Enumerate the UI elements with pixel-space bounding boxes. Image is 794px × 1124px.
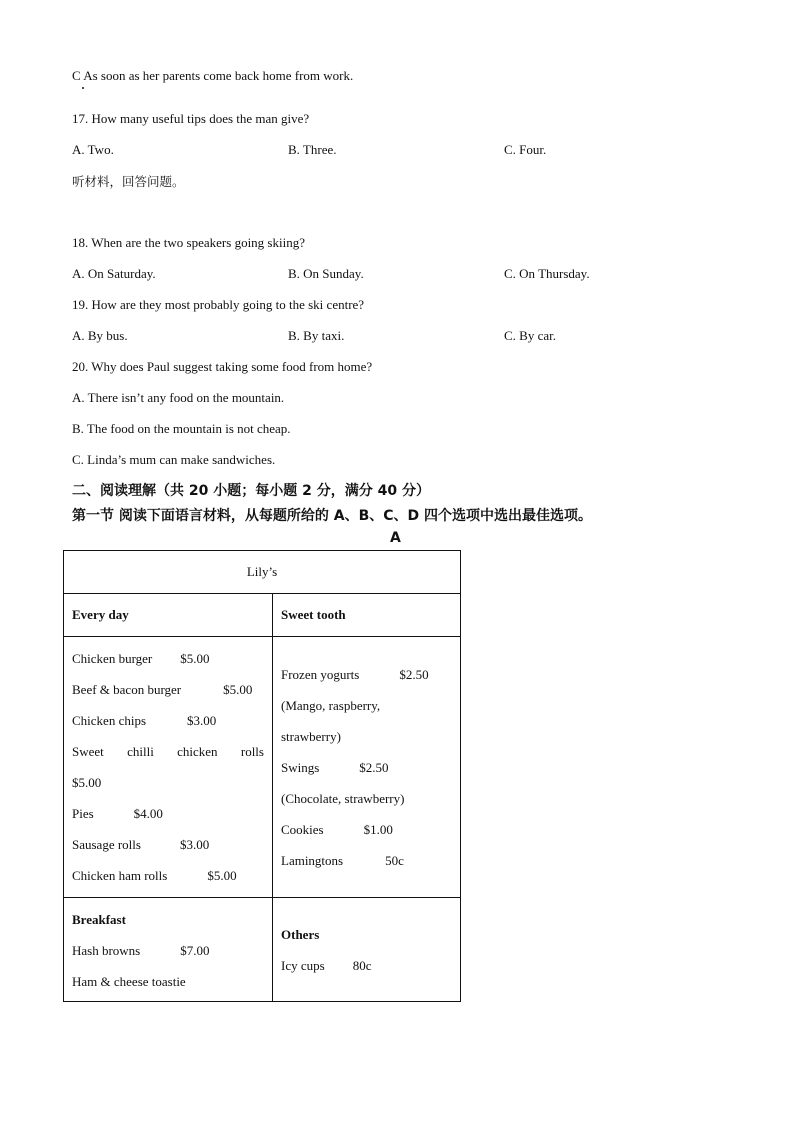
q19-option-b: B. By taxi. (288, 328, 345, 343)
q17-option-b: B. Three. (288, 142, 337, 157)
list-item: Cookies $1.00 (281, 822, 393, 837)
list-item: Swings $2.50 (281, 760, 389, 775)
q18-question: 18. When are the two speakers going skiing? (72, 235, 305, 250)
list-item: Hash browns $7.00 (72, 943, 210, 958)
list-item: Pies $4.00 (72, 806, 163, 821)
q17-option-c: C. Four. (504, 142, 547, 157)
q18-option-a: A. On Saturday. (72, 266, 156, 281)
sweet-tooth-header: Sweet tooth (273, 594, 461, 637)
sweet-tooth-cell (273, 637, 461, 898)
section-heading: 二、阅读理解（共 20 小题；每小题 2 分，满分 40 分） (72, 483, 430, 499)
list-item: Sweet chilli chicken rolls (72, 744, 264, 759)
q20-option-b: B. The food on the mountain is not cheap. (72, 421, 291, 436)
every-day-cell (64, 637, 273, 898)
q17-question: 17. How many useful tips does the man give? (72, 111, 310, 126)
q20-option-a: A. There isn’t any food on the mountain. (72, 390, 285, 405)
part-instruction: 第一节 阅读下面语言材料，从每题所给的 A、B、C、D 四个选项中选出最佳选项。 (72, 508, 593, 524)
list-item-note: (Chocolate, strawberry) (281, 791, 405, 806)
listening-instruction: 听材料，回答问题。 (72, 174, 185, 189)
list-item: Lamingtons 50c (281, 853, 404, 868)
list-item: Frozen yogurts $2.50 (281, 667, 429, 682)
q20-question: 20. Why does Paul suggest taking some food from home? (72, 359, 373, 374)
breakfast-cell (64, 898, 273, 1002)
list-item: Beef & bacon burger $5.00 (72, 682, 253, 697)
menu-title: Lily’s (64, 551, 461, 594)
others-header: Others (281, 927, 320, 942)
list-item: Sausage rolls $3.00 (72, 837, 210, 852)
list-item: Chicken ham rolls $5.00 (72, 868, 237, 883)
q19-option-a: A. By bus. (72, 328, 128, 343)
q18-option-b: B. On Sunday. (288, 266, 364, 281)
q18-option-c: C. On Thursday. (504, 266, 590, 281)
q19-option-c: C. By car. (504, 328, 556, 343)
every-day-header: Every day (64, 594, 273, 637)
others-cell (273, 898, 461, 1002)
list-item-note: (Mango, raspberry, (281, 698, 381, 713)
breakfast-header: Breakfast (72, 912, 126, 927)
list-item: Icy cups 80c (281, 958, 372, 973)
passage-label: A (390, 530, 401, 546)
q20-option-c: C. Linda’s mum can make sandwiches. (72, 452, 276, 467)
q17-option-a: A. Two. (72, 142, 114, 157)
list-item-price: $5.00 (72, 775, 102, 790)
list-item-note: strawberry) (281, 729, 341, 744)
q16-option-c: C As soon as her parents come back home from work. (72, 68, 354, 83)
list-item: Ham & cheese toastie (72, 974, 186, 989)
q19-question: 19. How are they most probably going to the ski centre? (72, 297, 365, 312)
list-item: Chicken burger $5.00 (72, 651, 210, 666)
list-item: Chicken chips $3.00 (72, 713, 217, 728)
dot-mark (82, 87, 84, 89)
menu-table (63, 550, 461, 1002)
